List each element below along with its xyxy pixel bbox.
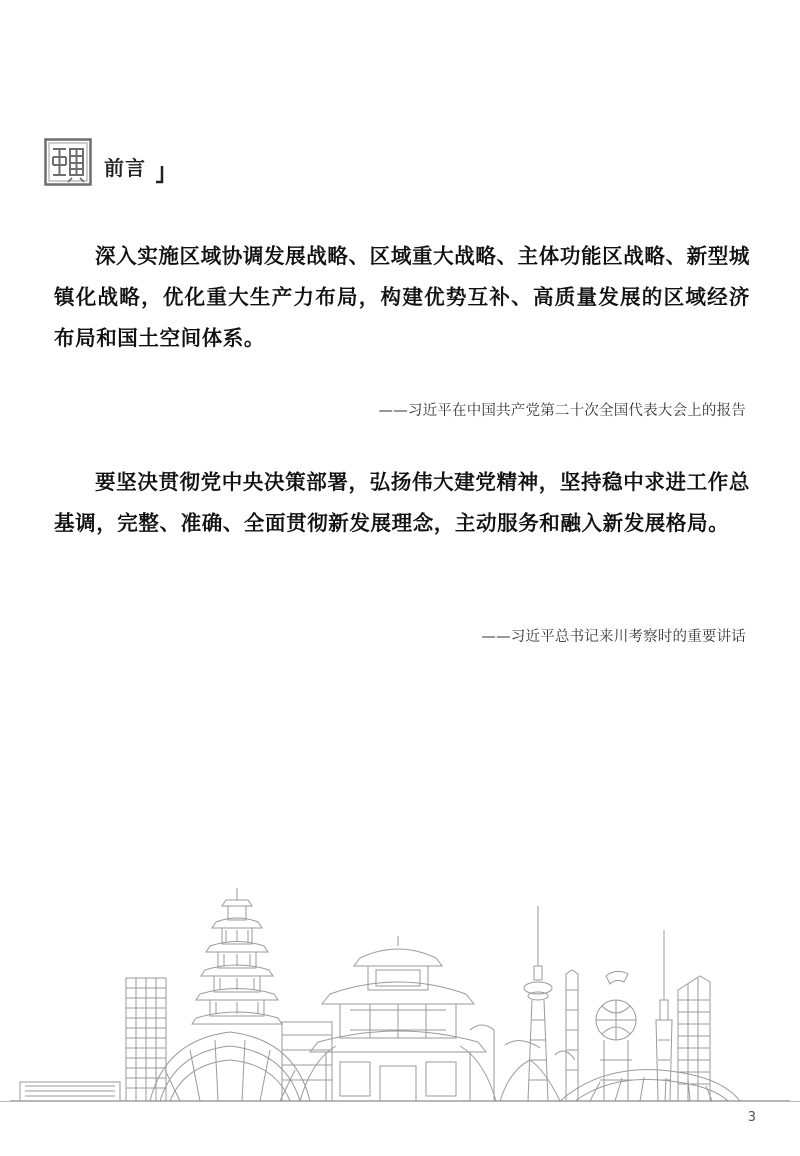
city-skyline-illustration — [0, 870, 800, 1106]
quote-text: 深入实施区域协调发展战略、区域重大战略、主体功能区战略、新型城镇化战略，优化重大生产力布局，构建优势互补、高质量发展的区域经济布局和国土空间体系。 — [54, 244, 750, 350]
quote-text: 要坚决贯彻党中央决策部署，弘扬伟大建党精神，坚持稳中求进工作总基调，完整、准确、全面贯彻新发展理念，主动服务和融入新发展格局。 — [54, 470, 750, 535]
seal-icon — [44, 138, 92, 186]
page-title: 前言 — [104, 155, 146, 180]
section-heading — [44, 136, 146, 188]
quote-source: ——习近平在中国共产党第二十次全国代表大会上的报告 — [378, 403, 746, 419]
corner-bracket-icon — [156, 166, 164, 184]
page-number: 3 — [747, 1110, 756, 1125]
footer-rule — [0, 1101, 800, 1102]
quote-source: ——习近平总书记来川考察时的重要讲话 — [481, 629, 746, 645]
